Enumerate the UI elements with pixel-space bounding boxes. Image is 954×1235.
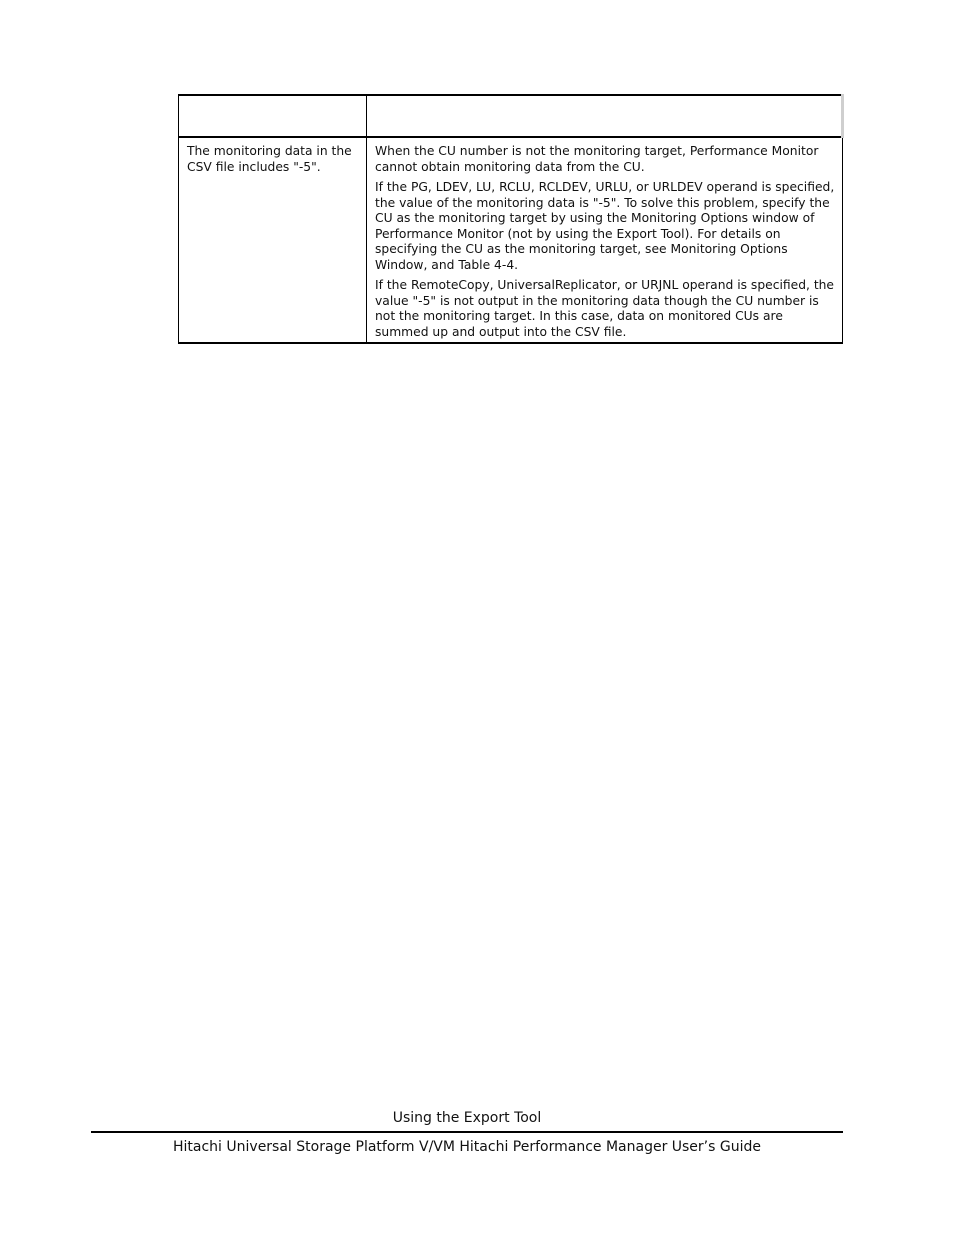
footer-document-title: Hitachi Universal Storage Platform V/VM Hitachi Performance Manager User’s Guide (173, 1139, 761, 1155)
table-cell-description (367, 137, 843, 343)
troubleshooting-table (178, 94, 844, 344)
table-row (179, 137, 843, 343)
footer-section-title: Using the Export Tool (392, 1110, 542, 1126)
footer-divider (91, 1131, 843, 1133)
condition-text: The monitoring data in the CSV file includes "-5". (187, 144, 352, 174)
description-paragraph: If the PG, LDEV, LU, RCLU, RCLDEV, URLU, or URLDEV operand is specified, the value of the monitoring data is "-5". To solve this problem, specify the CU as the monitoring target by using the Monitoring Options window of Performance Monitor (not by using the Export Tool). For details on specifying the CU as the monitoring target, see Monitoring Options Window, and Table 4-4. (375, 180, 835, 272)
description-paragraph: If the RemoteCopy, UniversalReplicator, or URJNL operand is specified, the value "-5" is not output in the monitoring data though the CU number is not the monitoring target. In this case, data on monitored CUs are summed up and output into the CSV file. (375, 278, 835, 339)
table-header-cell-description (367, 95, 843, 137)
table-cell-condition (179, 137, 367, 343)
table-header-cell-condition (179, 95, 367, 137)
description-paragraph: When the CU number is not the monitoring target, Performance Monitor cannot obtain monitoring data from the CU. (375, 144, 819, 174)
table-header-row (179, 95, 843, 137)
